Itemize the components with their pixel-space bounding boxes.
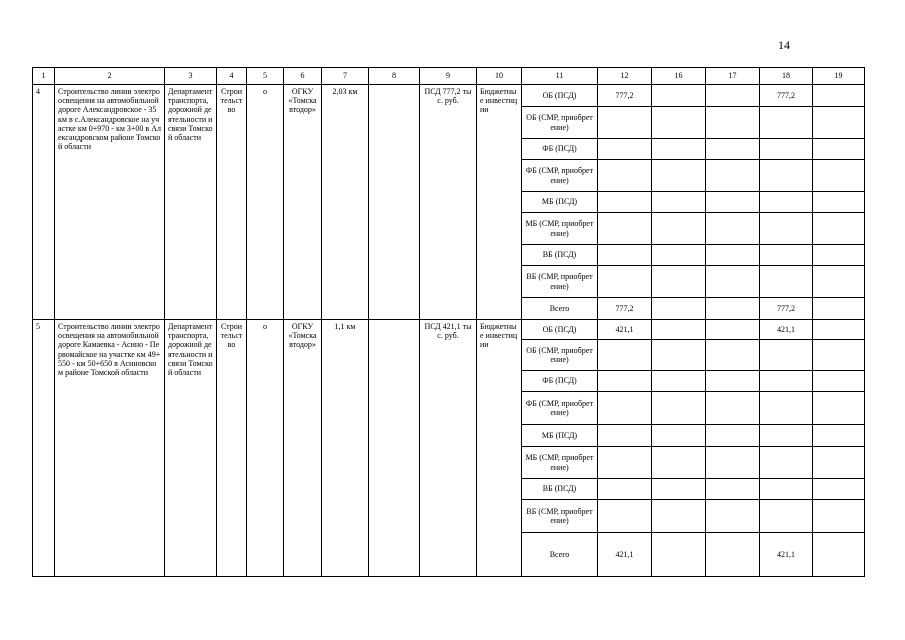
amount-19-cell xyxy=(813,320,865,340)
amount-19-cell xyxy=(813,245,865,266)
column-number-cell: 10 xyxy=(477,68,522,85)
financing-type-label: ОБ (СМР, приобретение) xyxy=(522,340,598,371)
amount-16-cell xyxy=(652,425,706,447)
amount-19-cell xyxy=(813,192,865,213)
financing-type-label: ФБ (СМР, приобретение) xyxy=(522,160,598,192)
amount-18-cell: 777,2 xyxy=(760,85,813,107)
project-number: 4 xyxy=(33,85,55,320)
column-8-value xyxy=(369,320,420,577)
funding-source: Бюджетные инвестиции xyxy=(477,320,522,577)
amount-18-cell: 777,2 xyxy=(760,298,813,320)
amount-12-cell xyxy=(598,192,652,213)
amount-12-cell xyxy=(598,266,652,298)
design-cost: ПСД 421,1 тыс. руб. xyxy=(420,320,477,577)
column-number-cell: 18 xyxy=(760,68,813,85)
amount-16-cell xyxy=(652,160,706,192)
amount-17-cell xyxy=(706,500,760,533)
column-number-cell: 8 xyxy=(369,68,420,85)
amount-17-cell xyxy=(706,320,760,340)
financing-type-label: МБ (ПСД) xyxy=(522,192,598,213)
amount-19-cell xyxy=(813,266,865,298)
amount-12-cell: 777,2 xyxy=(598,85,652,107)
amount-19-cell xyxy=(813,85,865,107)
amount-16-cell xyxy=(652,392,706,425)
column-number-cell: 12 xyxy=(598,68,652,85)
project-name: Строительство линии электроосвещения на автомобильной дороге Александровское - 35 км в с.Александровское на участке км 0+970 - км 3+00 в Александровском районе Томской области xyxy=(55,85,165,320)
column-number-cell: 16 xyxy=(652,68,706,85)
investment-table xyxy=(32,67,865,577)
amount-16-cell xyxy=(652,320,706,340)
amount-16-cell xyxy=(652,371,706,392)
financing-type-label: МБ (СМР, приобретение) xyxy=(522,447,598,479)
column-number-cell: 7 xyxy=(322,68,369,85)
amount-12-cell: 421,1 xyxy=(598,533,652,577)
financing-type-label: МБ (СМР, приобретение) xyxy=(522,213,598,245)
amount-17-cell xyxy=(706,85,760,107)
amount-17-cell xyxy=(706,213,760,245)
amount-17-cell xyxy=(706,245,760,266)
amount-16-cell xyxy=(652,139,706,160)
amount-18-cell xyxy=(760,192,813,213)
financing-type-label: Всего xyxy=(522,298,598,320)
amount-16-cell xyxy=(652,340,706,371)
column-number-cell: 2 xyxy=(55,68,165,85)
column-number-cell: 6 xyxy=(284,68,322,85)
amount-18-cell xyxy=(760,139,813,160)
funding-source: Бюджетные инвестиции xyxy=(477,85,522,320)
column-5-value: о xyxy=(247,320,284,577)
amount-18-cell xyxy=(760,340,813,371)
financing-type-label: ВБ (ПСД) xyxy=(522,479,598,500)
amount-16-cell xyxy=(652,479,706,500)
financing-type-label: ОБ (ПСД) xyxy=(522,85,598,107)
amount-17-cell xyxy=(706,425,760,447)
amount-12-cell xyxy=(598,447,652,479)
amount-12-cell xyxy=(598,245,652,266)
amount-17-cell xyxy=(706,107,760,139)
financing-type-label: ФБ (СМР, приобретение) xyxy=(522,392,598,425)
amount-19-cell xyxy=(813,425,865,447)
amount-16-cell xyxy=(652,266,706,298)
amount-18-cell xyxy=(760,479,813,500)
column-8-value xyxy=(369,85,420,320)
amount-19-cell xyxy=(813,213,865,245)
amount-12-cell xyxy=(598,213,652,245)
amount-17-cell xyxy=(706,447,760,479)
amount-18-cell xyxy=(760,392,813,425)
amount-17-cell xyxy=(706,266,760,298)
amount-17-cell xyxy=(706,479,760,500)
amount-12-cell: 421,1 xyxy=(598,320,652,340)
column-number-cell: 19 xyxy=(813,68,865,85)
amount-16-cell xyxy=(652,213,706,245)
project-name: Строительство линии электроосвещения на автомобильной дороге Камаевка - Асино - Первомайское на участке км 49+550 - км 50+650 в Асиновском районе Томской области xyxy=(55,320,165,577)
column-number-cell: 5 xyxy=(247,68,284,85)
column-number-row xyxy=(33,68,865,85)
amount-18-cell xyxy=(760,266,813,298)
amount-17-cell xyxy=(706,298,760,320)
amount-16-cell xyxy=(652,533,706,577)
page-number: 14 xyxy=(778,38,790,52)
financing-type-label: ОБ (СМР, приобретение) xyxy=(522,107,598,139)
amount-12-cell xyxy=(598,500,652,533)
amount-12-cell xyxy=(598,425,652,447)
amount-16-cell xyxy=(652,447,706,479)
amount-19-cell xyxy=(813,340,865,371)
amount-19-cell xyxy=(813,500,865,533)
amount-19-cell xyxy=(813,479,865,500)
amount-19-cell xyxy=(813,160,865,192)
amount-17-cell xyxy=(706,139,760,160)
amount-18-cell xyxy=(760,371,813,392)
project-length: 2,03 км xyxy=(322,85,369,320)
amount-12-cell xyxy=(598,371,652,392)
amount-18-cell xyxy=(760,107,813,139)
amount-18-cell xyxy=(760,245,813,266)
amount-19-cell xyxy=(813,392,865,425)
column-number-cell: 3 xyxy=(165,68,217,85)
amount-19-cell xyxy=(813,107,865,139)
responsible-department: Департамент транспорта, дорожной деятельности и связи Томской области xyxy=(165,85,217,320)
amount-12-cell xyxy=(598,139,652,160)
column-number-cell: 11 xyxy=(522,68,598,85)
table-row xyxy=(33,85,865,107)
column-number-cell: 1 xyxy=(33,68,55,85)
amount-19-cell xyxy=(813,298,865,320)
amount-19-cell xyxy=(813,139,865,160)
amount-18-cell: 421,1 xyxy=(760,320,813,340)
design-cost: ПСД 777,2 тыс. руб. xyxy=(420,85,477,320)
financing-type-label: ВБ (ПСД) xyxy=(522,245,598,266)
column-number-cell: 4 xyxy=(217,68,247,85)
financing-type-label: ФБ (ПСД) xyxy=(522,371,598,392)
column-number-cell: 17 xyxy=(706,68,760,85)
amount-17-cell xyxy=(706,533,760,577)
amount-12-cell xyxy=(598,392,652,425)
amount-17-cell xyxy=(706,160,760,192)
work-type: Строительство xyxy=(217,320,247,577)
financing-type-label: Всего xyxy=(522,533,598,577)
amount-12-cell xyxy=(598,107,652,139)
customer-organization: ОГКУ «Томскавтодор» xyxy=(284,320,322,577)
project-number: 5 xyxy=(33,320,55,577)
table-row xyxy=(33,320,865,340)
amount-12-cell xyxy=(598,479,652,500)
amount-18-cell xyxy=(760,447,813,479)
project-length: 1,1 км xyxy=(322,320,369,577)
amount-19-cell xyxy=(813,533,865,577)
amount-17-cell xyxy=(706,340,760,371)
amount-12-cell xyxy=(598,160,652,192)
amount-18-cell xyxy=(760,500,813,533)
amount-18-cell: 421,1 xyxy=(760,533,813,577)
amount-17-cell xyxy=(706,371,760,392)
financing-type-label: ОБ (ПСД) xyxy=(522,320,598,340)
financing-type-label: МБ (ПСД) xyxy=(522,425,598,447)
amount-16-cell xyxy=(652,85,706,107)
amount-12-cell: 777,2 xyxy=(598,298,652,320)
column-5-value: о xyxy=(247,85,284,320)
financing-type-label: ВБ (СМР, приобретение) xyxy=(522,500,598,533)
financing-type-label: ФБ (ПСД) xyxy=(522,139,598,160)
amount-16-cell xyxy=(652,245,706,266)
amount-12-cell xyxy=(598,340,652,371)
financing-type-label: ВБ (СМР, приобретение) xyxy=(522,266,598,298)
amount-16-cell xyxy=(652,500,706,533)
amount-19-cell xyxy=(813,447,865,479)
amount-16-cell xyxy=(652,298,706,320)
amount-17-cell xyxy=(706,192,760,213)
amount-16-cell xyxy=(652,192,706,213)
amount-18-cell xyxy=(760,160,813,192)
amount-18-cell xyxy=(760,213,813,245)
amount-17-cell xyxy=(706,392,760,425)
amount-19-cell xyxy=(813,371,865,392)
customer-organization: ОГКУ «Томскавтодор» xyxy=(284,85,322,320)
amount-16-cell xyxy=(652,107,706,139)
work-type: Строительство xyxy=(217,85,247,320)
responsible-department: Департамент транспорта, дорожной деятельности и связи Томской области xyxy=(165,320,217,577)
amount-18-cell xyxy=(760,425,813,447)
column-number-cell: 9 xyxy=(420,68,477,85)
